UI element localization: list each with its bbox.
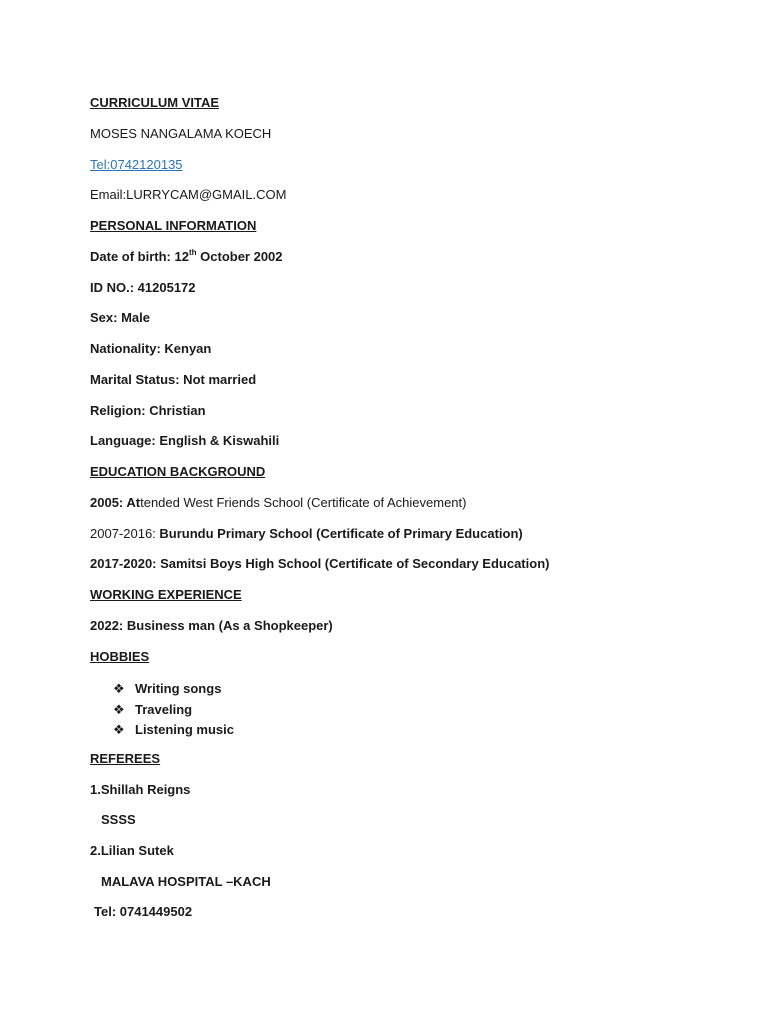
- hobby-label: Listening music: [135, 722, 234, 737]
- referees-heading: REFEREES: [90, 751, 161, 766]
- hobbies-heading: HOBBIES: [90, 649, 150, 664]
- dob-superscript: th: [188, 247, 197, 257]
- marital-status: Marital Status: Not married: [90, 372, 257, 387]
- education-year: 2017-2020:: [90, 556, 157, 571]
- education-text: Samitsi Boys High School (Certificate of Secondary Education): [156, 556, 550, 571]
- list-item: [113, 720, 234, 741]
- document-title: CURRICULUM VITAE: [90, 95, 220, 110]
- language: Language: English & Kiswahili: [90, 433, 280, 448]
- diamond-bullet-icon: ❖: [113, 681, 125, 696]
- candidate-name: MOSES NANGALAMA KOECH: [90, 126, 272, 141]
- education-year: 2005:: [90, 495, 124, 510]
- hobbies-list: [113, 679, 234, 741]
- education-item: [90, 526, 523, 542]
- referee-2-name: 2.Lilian Sutek: [90, 843, 174, 858]
- referee-2-phone: Tel: 0741449502: [94, 904, 193, 919]
- diamond-bullet-icon: ❖: [113, 722, 125, 737]
- education-text: tended West Friends School (Certificate of Achievement): [140, 495, 467, 510]
- list-item: [113, 679, 234, 700]
- religion: Religion: Christian: [90, 403, 206, 418]
- nationality: Nationality: Kenyan: [90, 341, 212, 356]
- education-item: [90, 556, 549, 572]
- phone-link[interactable]: Tel:0742120135: [90, 157, 183, 172]
- work-heading: WORKING EXPERIENCE: [90, 587, 242, 602]
- education-heading: EDUCATION BACKGROUND: [90, 464, 266, 479]
- education-item: [90, 495, 466, 511]
- dob-rest: October 2002: [196, 249, 283, 264]
- hobby-label: Writing songs: [135, 681, 222, 696]
- dob-label: Date of birth: 12: [90, 249, 189, 264]
- work-item: 2022: Business man (As a Shopkeeper): [90, 618, 333, 633]
- email-text: Email:LURRYCAM@GMAIL.COM: [90, 187, 287, 202]
- education-prefix: At: [123, 495, 141, 510]
- list-item: [113, 700, 234, 721]
- referee-2-detail: MALAVA HOSPITAL –KACH: [101, 874, 271, 889]
- personal-info-heading: PERSONAL INFORMATION: [90, 218, 257, 233]
- sex: Sex: Male: [90, 310, 150, 325]
- education-year: 2007-2016:: [90, 526, 156, 541]
- date-of-birth: [90, 249, 283, 265]
- diamond-bullet-icon: ❖: [113, 701, 125, 717]
- referee-1-detail: SSSS: [101, 812, 136, 827]
- education-text: Burundu Primary School (Certificate of Primary Education): [155, 526, 523, 541]
- referee-1-name: 1.Shillah Reigns: [90, 782, 191, 797]
- hobby-label: Traveling: [135, 701, 193, 717]
- id-number: ID NO.: 41205172: [90, 280, 196, 295]
